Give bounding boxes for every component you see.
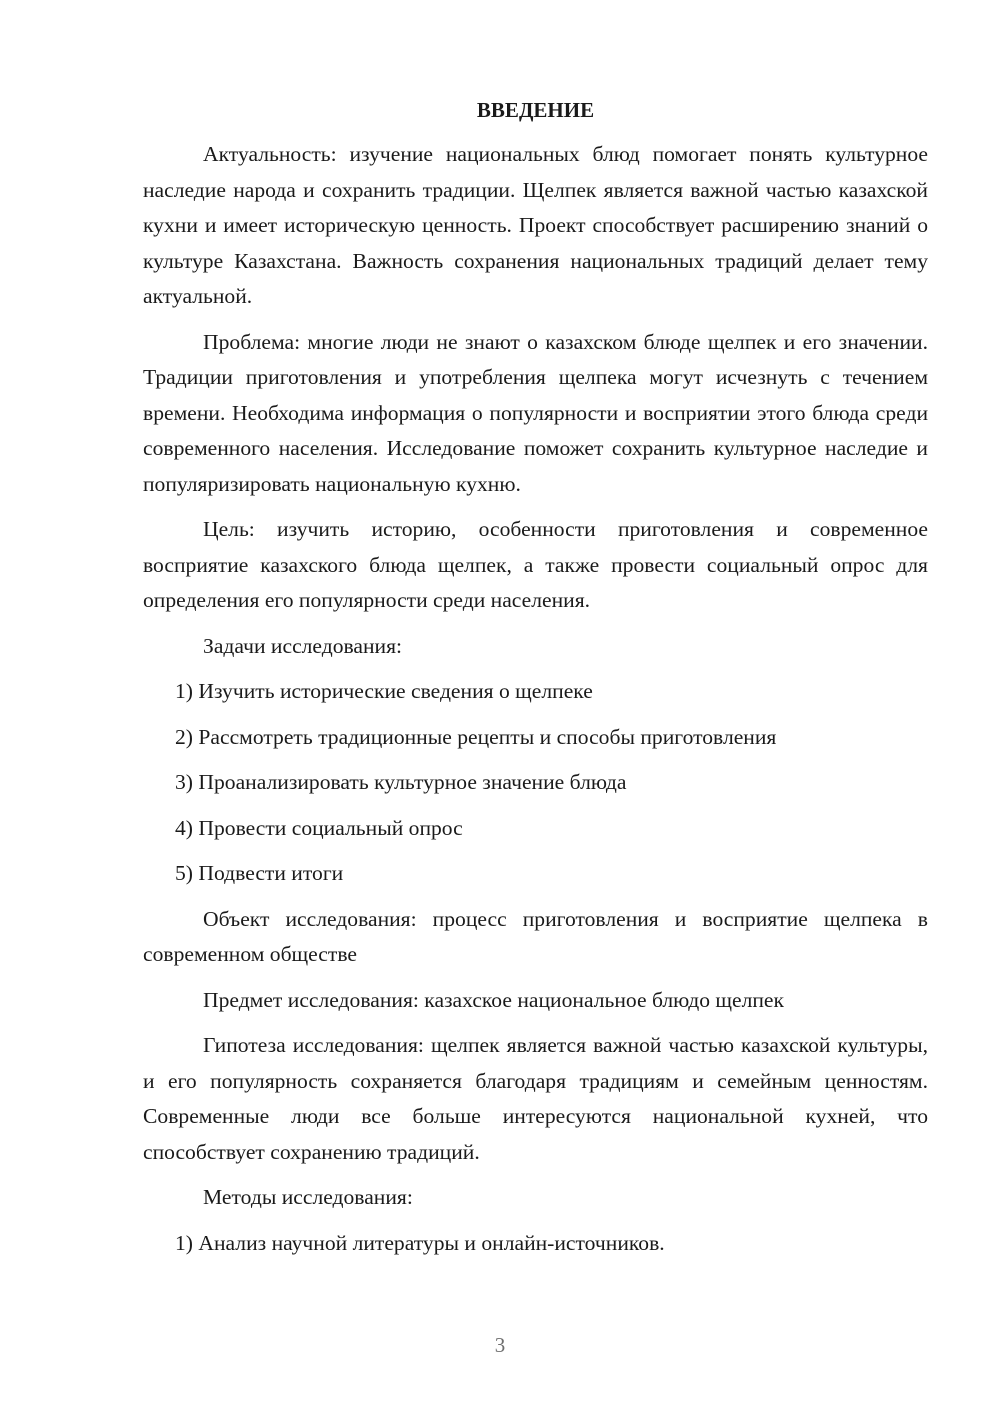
object-paragraph: Объект исследования: процесс приготовления и восприятие щелпека в современном обществе xyxy=(143,906,928,966)
task-item: 5) Подвести итоги xyxy=(175,861,344,885)
task-item: 1) Изучить исторические сведения о щелпеке xyxy=(175,679,593,703)
subject-paragraph: Предмет исследования: казахское национальное блюдо щелпек xyxy=(203,987,785,1012)
task-item: 2) Рассмотреть традиционные рецепты и способы приготовления xyxy=(175,724,777,749)
page-number: 3 xyxy=(494,1333,506,1357)
methods-heading: Методы исследования: xyxy=(203,1185,413,1209)
goal-paragraph: Цель: изучить историю, особенности приготовления и современное восприятие казахского блюда щелпек, а также провести социальный опрос для определения его популярности среди населения. xyxy=(143,517,928,612)
task-item: 4) Провести социальный опрос xyxy=(175,815,463,840)
relevance-paragraph: Актуальность: изучение национальных блюд помогает понять культурное наследие народа и сохранить традиции. Щелпек является важной частью казахской кухни и имеет историческую ценность. Проект способствует расширению знаний о культуре Казахстана. Важность сохранения национальных традиций делает тему актуальной. xyxy=(143,142,928,308)
problem-paragraph: Проблема: многие люди не знают о казахском блюде щелпек и его значении. Традиции приготовления и употребления щелпека могут исчезнуть с течением времени. Необходима информация о популярности и восприятии этого блюда среди современного населения. Исследование поможет сохранить культурное наследие и популяризировать национальную кухню. xyxy=(143,329,928,496)
page-content xyxy=(143,95,928,1271)
hypothesis-paragraph: Гипотеза исследования: щелпек является важной частью казахской культуры, и его популярность сохраняется благодаря традициям и семейным ценностям. Современные люди все больше интересуются национальной кухней, что способствует сохранению традиций. xyxy=(143,1033,928,1164)
page-title: ВВЕДЕНИЕ xyxy=(476,98,595,122)
task-item: 3) Проанализировать культурное значение блюда xyxy=(175,770,627,794)
method-item: 1) Анализ научной литературы и онлайн-источников. xyxy=(175,1230,665,1255)
tasks-heading: Задачи исследования: xyxy=(203,633,403,658)
